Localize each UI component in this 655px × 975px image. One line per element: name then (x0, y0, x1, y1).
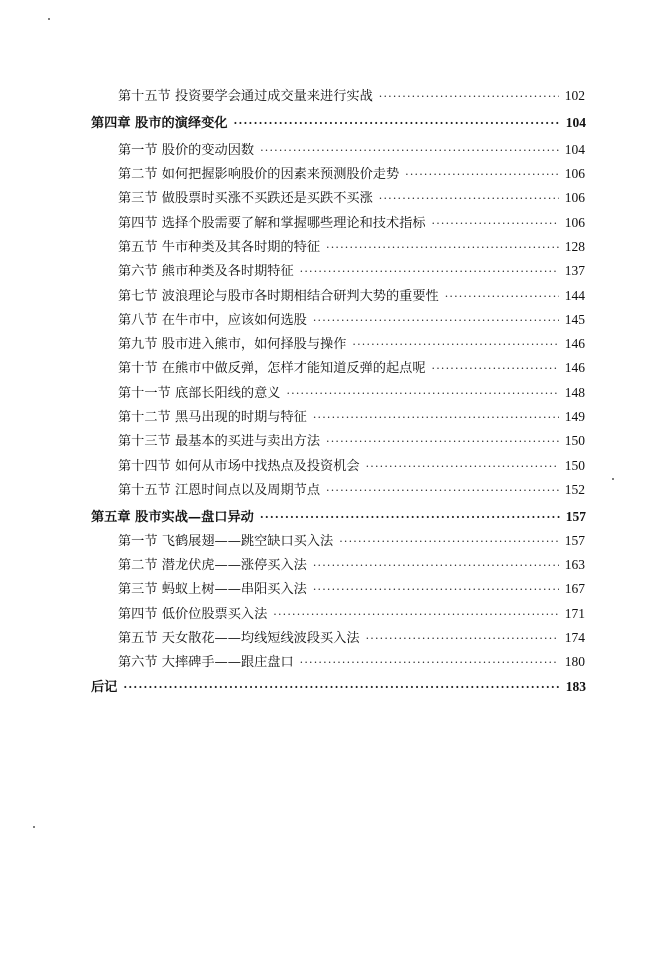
toc-leader-dots (326, 431, 559, 453)
toc-entry-page: 157 (565, 509, 586, 524)
toc-entry-page: 102 (564, 88, 585, 103)
toc-entry-title: 第十节 在熊市中做反弹，怎样才能知道反弹的起点呢 (118, 361, 426, 376)
toc-leader-dots (300, 261, 559, 283)
toc-leader-dots (260, 140, 559, 162)
toc-entry-page: 146 (564, 360, 585, 375)
toc-entry (118, 139, 585, 161)
toc-entry (118, 236, 585, 258)
toc-entry-page: 146 (564, 336, 585, 351)
toc-entry-title: 第二节 如何把握影响股价的因素来预测股价走势 (118, 167, 400, 182)
toc-entry (118, 163, 585, 185)
toc-entry-page: 157 (564, 533, 585, 548)
toc-leader-dots (286, 383, 558, 405)
toc-leader-dots (379, 86, 559, 108)
toc-entry-title: 第一节 股价的变动因数 (118, 143, 255, 158)
toc-entry (118, 578, 585, 600)
toc-leader-dots (445, 286, 559, 308)
toc-leader-dots (313, 555, 559, 577)
toc-entry-page: 171 (564, 606, 585, 621)
toc-chapter-entry (91, 112, 586, 134)
toc-leader-dots (366, 628, 559, 650)
toc-entry-title: 第十一节 底部长阳线的意义 (118, 386, 281, 401)
toc-entry (118, 479, 585, 501)
toc-entry-title: 第一节 飞鹤展翅——跳空缺口买入法 (118, 534, 334, 549)
toc-entry-page: 180 (564, 654, 585, 669)
toc-entry-page: 106 (564, 190, 585, 205)
toc-entry (118, 333, 585, 355)
toc-entry (118, 530, 585, 552)
toc-entry-page: 128 (564, 239, 585, 254)
toc-leader-dots (123, 677, 559, 699)
toc-entry-page: 163 (564, 557, 585, 572)
toc-entry-title: 第六节 大摔碑手——跟庄盘口 (118, 655, 294, 670)
toc-leader-dots (300, 652, 559, 674)
toc-entry (118, 85, 585, 107)
toc-entry (118, 554, 585, 576)
toc-leader-dots (379, 188, 559, 210)
toc-leader-dots (326, 480, 559, 502)
toc-entry-page: 104 (565, 115, 586, 130)
toc-entry-page: 106 (564, 166, 585, 181)
toc-entry-title: 第七节 波浪理论与股市各时期相结合研判大势的重要性 (118, 289, 439, 304)
toc-entry-title: 第四章 股市的演绎变化 (91, 116, 228, 131)
toc-entry-title: 第二节 潜龙伏虎——涨停买入法 (118, 558, 307, 573)
toc-entry (118, 430, 585, 452)
toc-entry-title: 第十二节 黑马出现的时期与特征 (118, 410, 307, 425)
toc-entry (118, 357, 585, 379)
toc-chapter-entry (91, 676, 586, 698)
toc-entry-page: 183 (565, 679, 586, 694)
toc-entry-title: 第三节 做股票时买涨不买跌还是买跌不买涨 (118, 191, 373, 206)
toc-entry-page: 145 (564, 312, 585, 327)
toc-entry-page: 137 (564, 263, 585, 278)
toc-entry-page: 152 (564, 482, 585, 497)
toc-leader-dots (313, 310, 559, 332)
toc-leader-dots (405, 164, 559, 186)
toc-entry (118, 406, 585, 428)
toc-entry-title: 第十三节 最基本的买进与卖出方法 (118, 434, 321, 449)
scan-speck (33, 826, 35, 828)
toc-entry-title: 第五章 股市实战—盘口异动 (91, 510, 254, 525)
toc-leader-dots (313, 579, 559, 601)
toc-leader-dots (260, 507, 560, 529)
toc-entry-title: 第十五节 投资要学会通过成交量来进行实战 (118, 89, 373, 104)
toc-entry-page: 174 (564, 630, 585, 645)
toc-entry (118, 455, 585, 477)
toc-entry-title: 第四节 低价位股票买入法 (118, 607, 268, 622)
toc-entry-title: 第三节 蚂蚁上树——串阳买入法 (118, 582, 307, 597)
toc-leader-dots (273, 604, 558, 626)
toc-leader-dots (313, 407, 559, 429)
toc-entry-page: 167 (564, 581, 585, 596)
toc-leader-dots (326, 237, 559, 259)
toc-leader-dots (339, 531, 559, 553)
toc-entry (118, 212, 585, 234)
toc-entry (118, 627, 585, 649)
toc-entry-title: 第九节 股市进入熊市，如何择股与操作 (118, 337, 347, 352)
toc-entry-page: 104 (564, 142, 585, 157)
toc-entry-title: 第四节 选择个股需要了解和掌握哪些理论和技术指标 (118, 216, 426, 231)
toc-entry (118, 382, 585, 404)
toc-leader-dots (352, 334, 558, 356)
toc-entry (118, 260, 585, 282)
toc-entry-title: 第八节 在牛市中，应该如何选股 (118, 313, 307, 328)
toc-entry-title: 后记 (91, 680, 118, 695)
toc-leader-dots (233, 113, 559, 135)
toc-entry-title: 第十五节 江恩时间点以及周期节点 (118, 483, 321, 498)
toc-entry (118, 309, 585, 331)
toc-entry-page: 144 (564, 288, 585, 303)
toc-entry-title: 第五节 天女散花——均线短线波段买入法 (118, 631, 360, 646)
toc-leader-dots (432, 358, 559, 380)
scan-speck (48, 18, 50, 20)
toc-entry (118, 285, 585, 307)
toc-entry (118, 651, 585, 673)
toc-entry-page: 150 (564, 433, 585, 448)
toc-leader-dots (432, 213, 559, 235)
toc-entry (118, 187, 585, 209)
toc-entry-page: 149 (564, 409, 585, 424)
toc-entry-page: 148 (564, 385, 585, 400)
toc-entry-title: 第六节 熊市种类及各时期特征 (118, 264, 294, 279)
toc-entry-page: 106 (564, 215, 585, 230)
toc-chapter-entry (91, 506, 586, 528)
toc-entry-title: 第十四节 如何从市场中找热点及投资机会 (118, 459, 360, 474)
toc-entry-page: 150 (564, 458, 585, 473)
scan-speck (612, 478, 614, 480)
toc-entry (118, 603, 585, 625)
toc-leader-dots (366, 456, 559, 478)
toc-entry-title: 第五节 牛市种类及其各时期的特征 (118, 240, 321, 255)
